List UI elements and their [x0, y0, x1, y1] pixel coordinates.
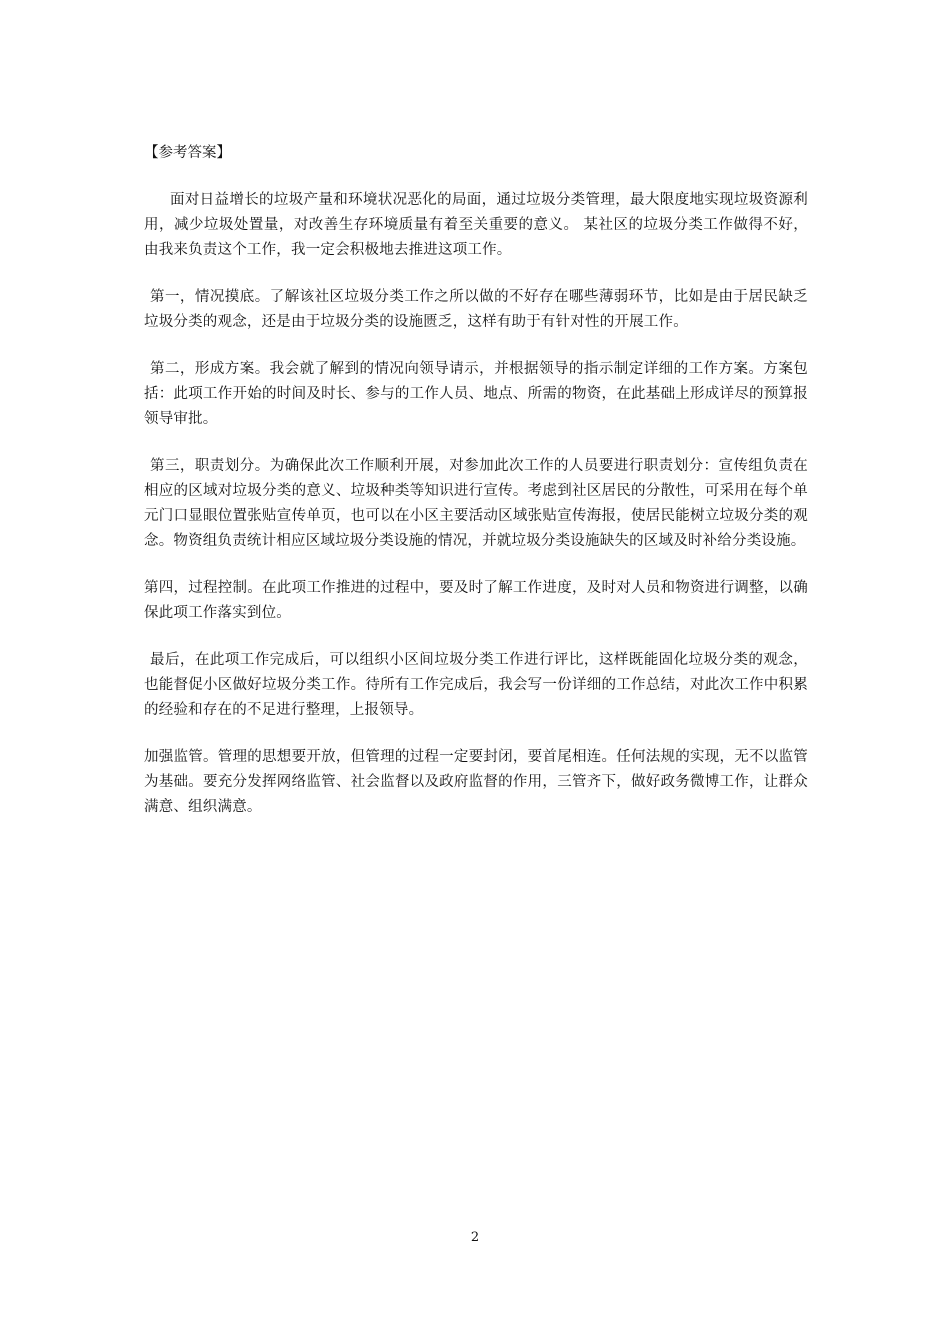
- paragraph-intro: 面对日益增长的垃圾产量和环境状况恶化的局面，通过垃圾分类管理，最大限度地实现垃圾资源利用，减少垃圾处置量，对改善生存环境质量有着至关重要的意义。 某社区的垃圾分类工作做得不好，由我来负责这个工作，我一定会积极地去推进这项工作。: [144, 192, 808, 258]
- paragraph-supervision: 加强监管。管理的思想要开放，但管理的过程一定要封闭，要首尾相连。任何法规的实现，无不以监管为基础。要充分发挥网络监管、社会监督以及政府监督的作用，三管齐下，做好政务微博工作，让群众满意、组织满意。: [144, 749, 808, 815]
- paragraph-step-3: 第三，职责划分。为确保此次工作顺利开展，对参加此次工作的人员要进行职责划分：宣传组负责在相应的区域对垃圾分类的意义、垃圾种类等知识进行宣传。考虑到社区居民的分散性，可采用在每个单元门口显眼位置张贴宣传单页，也可以在小区主要活动区域张贴宣传海报，使居民能树立垃圾分类的观念。物资组负责统计相应区域垃圾分类设施的情况，并就垃圾分类设施缺失的区域及时补给分类设施。: [144, 458, 808, 549]
- paragraph-step-1: 第一，情况摸底。了解该社区垃圾分类工作之所以做的不好存在哪些薄弱环节，比如是由于居民缺乏垃圾分类的观念，还是由于垃圾分类的设施匮乏，这样有助于有针对性的开展工作。: [144, 289, 808, 330]
- paragraph-step-2: 第二，形成方案。我会就了解到的情况向领导请示，并根据领导的指示制定详细的工作方案。方案包括：此项工作开始的时间及时长、参与的工作人员、地点、所需的物资，在此基础上形成详尽的预算报领导审批。: [144, 361, 808, 427]
- page-number: 2: [470, 1230, 480, 1245]
- paragraph-step-4: 第四，过程控制。在此项工作推进的过程中，要及时了解工作进度，及时对人员和物资进行调整，以确保此项工作落实到位。: [144, 580, 808, 621]
- document-body: [144, 141, 808, 842]
- paragraph-final: 最后，在此项工作完成后，可以组织小区间垃圾分类工作进行评比，这样既能固化垃圾分类的观念，也能督促小区做好垃圾分类工作。待所有工作完成后，我会写一份详细的工作总结，对此次工作中积累的经验和存在的不足进行整理，上报领导。: [144, 652, 808, 718]
- answer-heading: 【参考答案】: [144, 145, 231, 161]
